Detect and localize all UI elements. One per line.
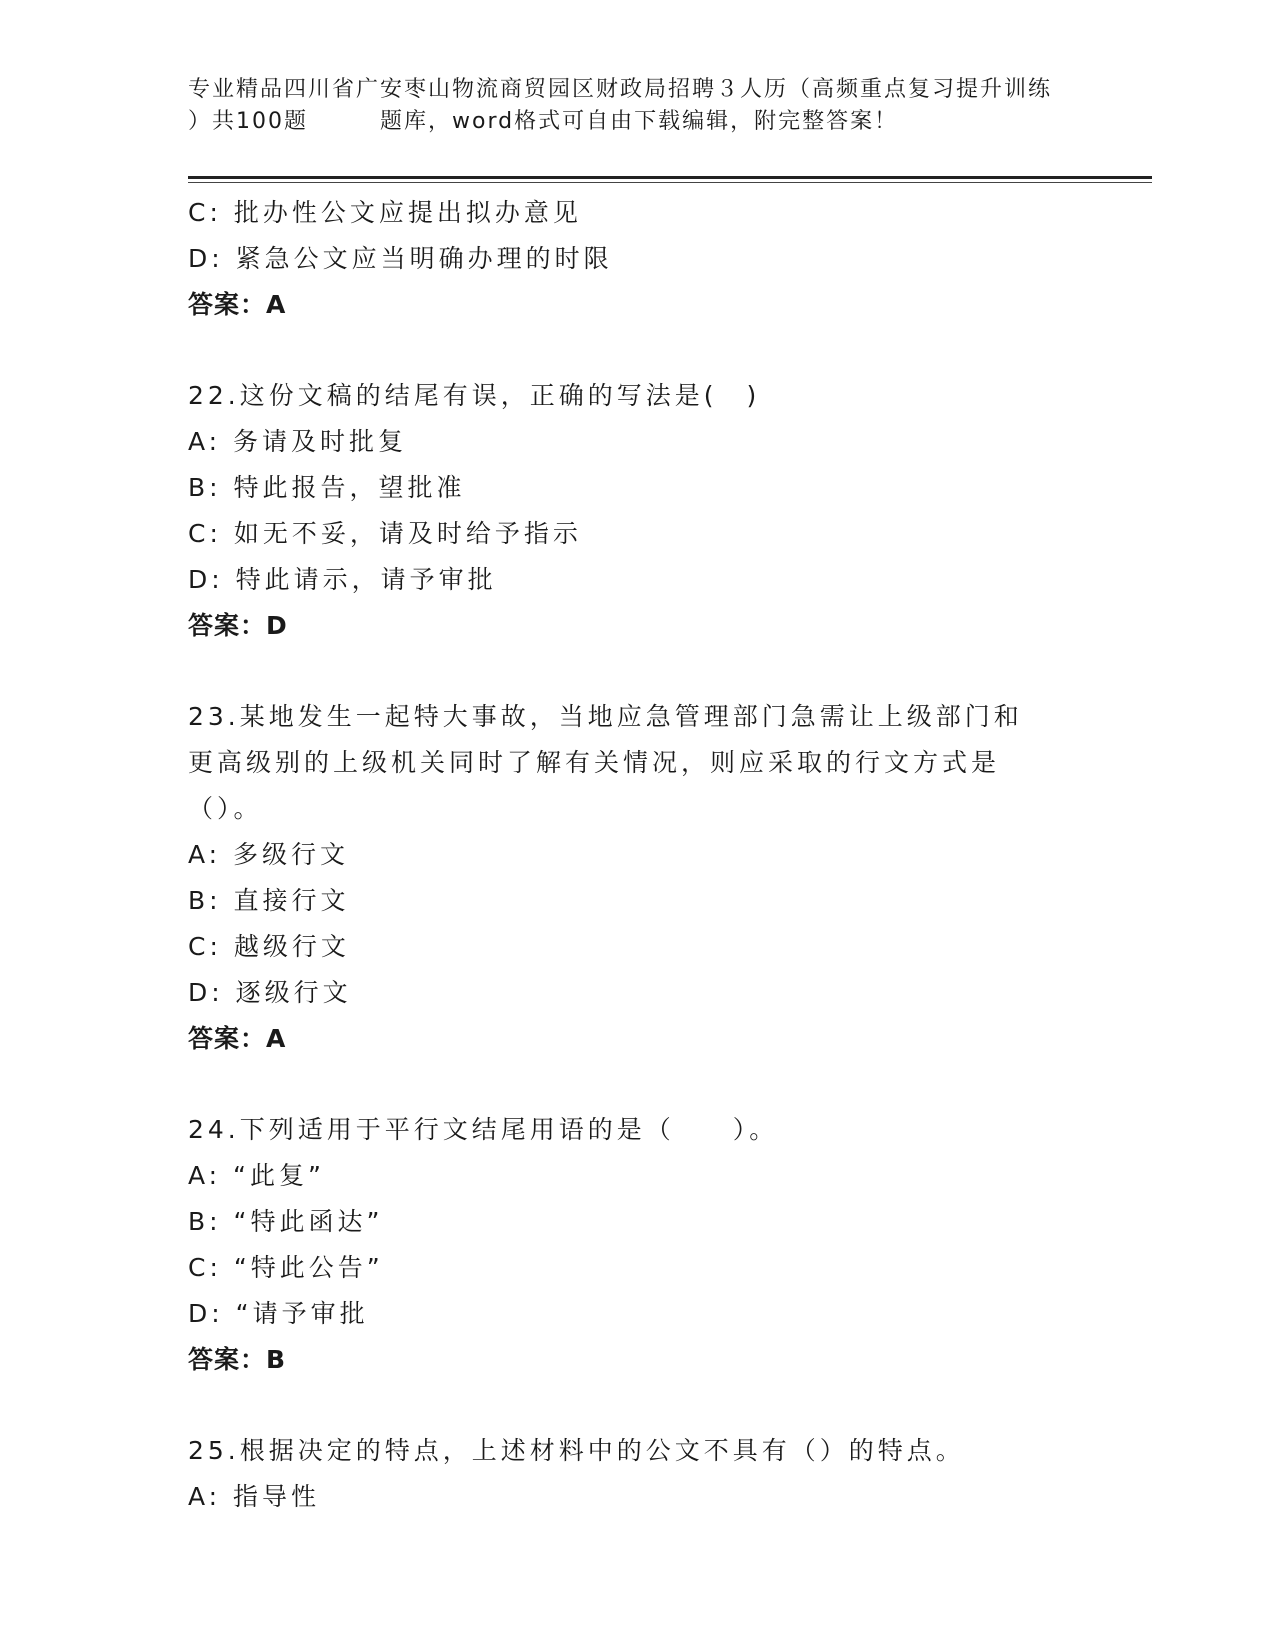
option-b: B: 特此报告，望批准 [188, 473, 466, 502]
question-23 [188, 694, 1088, 1062]
answer: 答案：A [188, 1024, 287, 1053]
option-a: A: 多级行文 [188, 840, 350, 869]
header-line-2 [188, 106, 1088, 138]
document-header [188, 74, 1088, 138]
option-c: C: “特此公告” [188, 1253, 384, 1282]
question-stem: 22.这份文稿的结尾有误，正确的写法是( ) [188, 381, 761, 410]
option-a: A: “此复” [188, 1161, 325, 1190]
option-b: B: 直接行文 [188, 886, 350, 915]
header-divider-thick [188, 176, 1152, 179]
answer: 答案：D [188, 611, 288, 640]
header-line-1: 专业精品四川省广安枣山物流商贸园区财政局招聘３人历（高频重点复习提升训练 [188, 77, 1053, 102]
option-d: D: 紧急公文应当明确办理的时限 [188, 244, 613, 273]
header-line-2-part-a: ）共100题 [188, 109, 308, 134]
header-line-2-part-b: 题库，word格式可自由下载编辑，附完整答案！ [380, 109, 899, 134]
question-stem: 24.下列适用于平行文结尾用语的是（ ）。 [188, 1115, 779, 1144]
option-a: A: 指导性 [188, 1482, 321, 1511]
option-d: D: 特此请示，请予审批 [188, 565, 497, 594]
header-divider-thin [188, 182, 1152, 183]
answer: 答案：B [188, 1345, 287, 1374]
question-24 [188, 1107, 1088, 1383]
question-fragment [188, 190, 1088, 328]
option-b: B: “特此函达” [188, 1207, 384, 1236]
option-d: D: “请予审批 [188, 1299, 369, 1328]
answer: 答案：A [188, 290, 287, 319]
question-stem: 25.根据决定的特点，上述材料中的公文不具有（）的特点。 [188, 1436, 965, 1465]
option-c: C: 越级行文 [188, 932, 350, 961]
option-c: C: 批办性公文应提出拟办意见 [188, 198, 582, 227]
question-stem: 23.某地发生一起特大事故，当地应急管理部门急需让上级部门和更高级别的上级机关同时了解有关情况，则应采取的行文方式是（）。 [188, 702, 1023, 823]
option-a: A: 务请及时批复 [188, 427, 408, 456]
question-25 [188, 1428, 1088, 1520]
question-22 [188, 373, 1088, 649]
document-body [188, 190, 1088, 1520]
option-d: D: 逐级行文 [188, 978, 352, 1007]
option-c: C: 如无不妥，请及时给予指示 [188, 519, 582, 548]
